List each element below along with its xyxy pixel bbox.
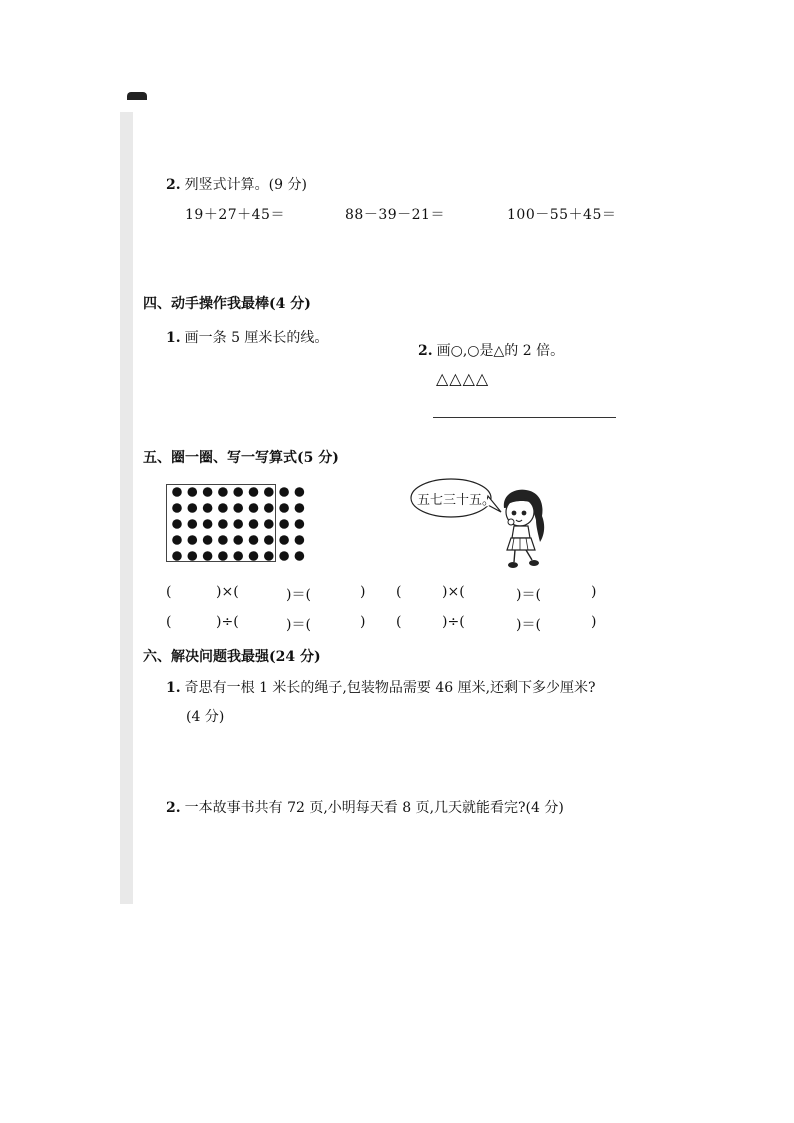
paren-open: ( xyxy=(396,584,402,600)
paren-close: ) xyxy=(360,614,366,630)
paren-close: ) xyxy=(360,584,366,600)
dot xyxy=(279,519,289,529)
question-text: 画○,○是△的 2 倍。 xyxy=(436,343,565,359)
dot xyxy=(279,487,289,497)
girl-illustration xyxy=(496,486,552,572)
question-number: 2. xyxy=(418,343,433,359)
section-4-title: 四、动手操作我最棒(4 分) xyxy=(143,296,311,312)
question-3-2 xyxy=(166,174,307,194)
triangle-row: △△△△ xyxy=(436,369,490,388)
operator-equals: )＝( xyxy=(516,587,541,603)
paren-close: ) xyxy=(591,584,597,600)
paren-close: ) xyxy=(591,614,597,630)
dot xyxy=(295,551,305,561)
dot xyxy=(279,535,289,545)
binding-mark xyxy=(127,92,147,100)
drawing-answer-line[interactable] xyxy=(433,417,616,418)
question-6-1-points: (4 分) xyxy=(186,709,225,725)
operator-multiply: )×( xyxy=(216,584,239,600)
circled-group-box xyxy=(166,484,276,562)
operator-equals: )＝( xyxy=(516,617,541,633)
speech-text: 五七三十五。 xyxy=(417,493,496,508)
page-margin-bar xyxy=(120,112,133,904)
question-4-1 xyxy=(166,327,328,347)
expression-1: 19＋27＋45＝ xyxy=(185,207,285,223)
operator-multiply: )×( xyxy=(442,584,465,600)
question-text: 一本故事书共有 72 页,小明每天看 8 页,几天就能看完?(4 分) xyxy=(184,800,564,816)
operator-equals: )＝( xyxy=(286,617,311,633)
dot xyxy=(295,535,305,545)
paren-open: ( xyxy=(166,584,172,600)
section-5-title: 五、圈一圈、写一写算式(5 分) xyxy=(143,450,339,466)
question-number: 1. xyxy=(166,680,181,696)
question-4-2 xyxy=(418,340,564,360)
equation-row-divide xyxy=(0,614,794,634)
question-text: 画一条 5 厘米长的线。 xyxy=(184,330,329,346)
section-6-title: 六、解决问题我最强(24 分) xyxy=(143,649,321,665)
expression-3: 100－55＋45＝ xyxy=(507,207,617,223)
operator-divide: )÷( xyxy=(216,614,239,630)
dot xyxy=(279,503,289,513)
expression-2: 88－39－21＝ xyxy=(345,207,445,223)
question-number: 2. xyxy=(166,800,181,816)
question-6-1 xyxy=(166,677,596,697)
operator-equals: )＝( xyxy=(286,587,311,603)
dot xyxy=(279,551,289,561)
question-text: 列竖式计算。(9 分) xyxy=(184,177,307,193)
question-6-2 xyxy=(166,797,564,817)
question-text: 奇思有一根 1 米长的绳子,包装物品需要 46 厘米,还剩下多少厘米? xyxy=(184,680,596,696)
question-number: 1. xyxy=(166,330,181,346)
paren-open: ( xyxy=(166,614,172,630)
dot xyxy=(295,519,305,529)
dot xyxy=(295,503,305,513)
question-number: 2. xyxy=(166,177,181,193)
dot xyxy=(295,487,305,497)
operator-divide: )÷( xyxy=(442,614,465,630)
paren-open: ( xyxy=(396,614,402,630)
equation-row-multiply xyxy=(0,584,794,604)
